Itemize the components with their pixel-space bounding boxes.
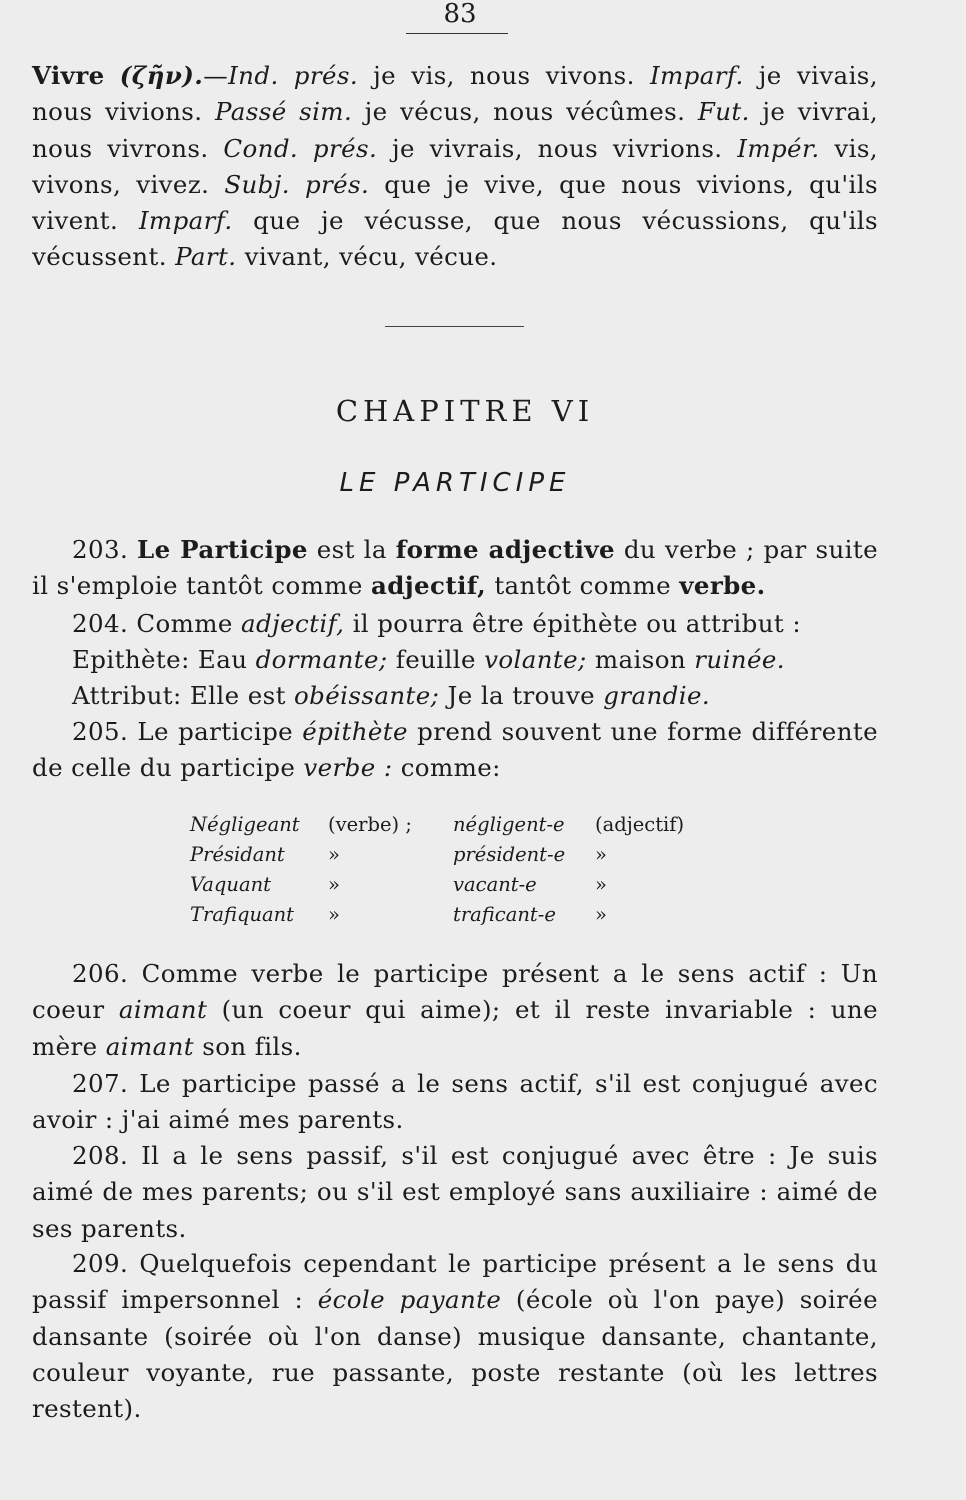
label-part: Part. (175, 242, 237, 272)
ditto-mark: » (595, 903, 607, 926)
vivre-text-6: vis, vivons, vivez. (32, 133, 878, 199)
text-run: du verbe ; par suite il s'emploie tantôt comme (32, 535, 879, 601)
example-word: volante; (484, 645, 587, 674)
vivre-conjugation (32, 58, 878, 276)
adjective-form: traficant-e (453, 903, 556, 926)
ditto-mark: » (328, 903, 340, 926)
label-pres-cond: prés. (312, 133, 378, 163)
verb-form: Négligeant (190, 813, 300, 836)
vivre-greek: (ζῆν). (119, 61, 204, 90)
paragraph-number: 209. (72, 1249, 140, 1278)
vivre-verb: Vivre (32, 61, 105, 90)
term-verbe: verbe. (679, 571, 766, 601)
ditto-mark: » (328, 843, 340, 866)
term-forme-adjective: forme adjective (395, 535, 616, 564)
vivre-text-8: que je vécusse, que nous vécussions, qu'ils vécussent. (32, 206, 878, 272)
label-pres-subj: prés. (304, 169, 370, 199)
paragraph-number: 204. (72, 609, 137, 638)
label-imparf: Imparf. (649, 61, 744, 90)
label-pres: prés. (293, 61, 359, 90)
label-imper: Impér. (737, 133, 820, 163)
text-run: prend souvent une forme différente de celle du participe (32, 717, 879, 783)
epithete-label: Epithète: (72, 645, 198, 674)
text-run: Le participe (137, 717, 303, 746)
page-number: 83 (443, 0, 477, 29)
vivre-dash: — (203, 61, 229, 90)
epithete-example (32, 642, 878, 678)
text-run: Quelquefois cependant le participe présent a le sens du passif impersonnel : (32, 1249, 878, 1315)
text-run: feuille (387, 645, 485, 674)
attribut-label: Attribut: (72, 681, 190, 710)
label-subj: Subj. (224, 169, 290, 199)
vivre-text-2: je vivais, nous vivions. (32, 61, 878, 127)
text-run: Je la trouve (439, 681, 604, 710)
paragraph-number: 203. (72, 535, 137, 564)
paragraph-204 (32, 606, 878, 642)
vivre-text-9: vivant, vécu, vécue. (236, 242, 498, 272)
example-word: aimant (105, 1031, 195, 1061)
paragraph-number: 205. (72, 717, 138, 746)
text-run: maison (586, 645, 695, 674)
attribut-example (32, 678, 878, 714)
chapter-title: CHAPITRE VI (335, 394, 595, 428)
vivre-text-4: je vivrai, nous vivrons. (32, 97, 879, 163)
term-adjectif: adjectif, (370, 571, 487, 601)
text-run: (école où l'on paye) soirée dansante (soirée où l'on danse) musique dansante, chantante, couleur voyante, rue passante, poste restante (où les lettres restent). (32, 1285, 878, 1424)
chapter-subtitle: LE PARTICIPE (339, 468, 571, 498)
example-word: ruinée. (694, 645, 785, 674)
paragraph-205 (32, 714, 878, 787)
text-run: (un coeur qui aime); et il reste invariable : une mère (32, 995, 878, 1061)
example-word: grandie. (603, 681, 711, 710)
example-word: aimant (118, 995, 208, 1025)
label-fut: Fut. (697, 97, 750, 127)
paragraph-208 (32, 1138, 878, 1247)
text-run: Le participe passé a le sens actif, s'il est conjugué avec avoir : j'ai aimé mes parents. (32, 1069, 878, 1135)
text-run: Eau (197, 645, 256, 674)
participle-example-table (190, 810, 684, 930)
paragraph-203 (32, 532, 878, 605)
adjective-form: président-e (453, 843, 566, 866)
text-run: tantôt comme (486, 571, 680, 601)
text-run: Il a le sens passif, s'il est conjugué avec être : Je suis aimé de mes parents; ou s'il est employé sans auxiliaire : aimé de ses parents. (32, 1141, 878, 1243)
verb-form: Vaquant (190, 873, 271, 896)
term-epithete: épithète (302, 717, 408, 746)
text-run: est la (307, 535, 396, 564)
paragraph-207 (32, 1066, 878, 1139)
table-row (190, 840, 684, 870)
adjective-note: (adjectif) (595, 813, 685, 836)
paragraph-number: 208. (72, 1141, 142, 1170)
term-verbe-italic: verbe : (303, 753, 393, 783)
section-separator (385, 326, 524, 327)
table-row (190, 810, 684, 840)
ditto-mark: » (595, 843, 607, 866)
paragraph-number: 206. (72, 959, 142, 988)
term-adjectif-italic: adjectif, (241, 609, 345, 638)
text-run: comme: (392, 753, 501, 783)
page-number-rule (406, 33, 508, 34)
paragraph-209 (32, 1246, 878, 1427)
paragraph-206 (32, 956, 878, 1065)
table-row (190, 900, 684, 930)
text-run: il pourra être épithète ou attribut : (344, 609, 801, 638)
vivre-text-1: je vis, nous vivons. (358, 61, 650, 90)
paragraph-number: 207. (72, 1069, 140, 1098)
text-run: Comme (136, 609, 241, 638)
term-participe: Le Participe (136, 535, 308, 564)
vivre-text-7: que je vive, que nous vivions, qu'ils vivent. (32, 169, 878, 236)
text-run: son fils. (194, 1031, 302, 1061)
text-run: Comme verbe le participe présent a le sens actif : Un coeur (32, 959, 878, 1025)
verb-form: Présidant (190, 843, 285, 866)
example-word: école payante (317, 1285, 502, 1315)
label-passe-simple: Passé sim. (214, 97, 353, 127)
verb-form: Trafiquant (190, 903, 295, 926)
adjective-form: vacant-e (453, 873, 537, 896)
verb-note: (verbe) ; (328, 813, 412, 836)
adjective-form: négligent-e (453, 813, 565, 836)
vivre-text-5: je vivrais, nous vivrions. (377, 133, 738, 163)
label-ind: Ind. (228, 61, 279, 90)
example-word: obéissante; (294, 681, 440, 710)
text-run: Elle est (189, 681, 295, 710)
table-row (190, 870, 684, 900)
vivre-text-3: je vécus, nous vécûmes. (352, 97, 698, 127)
ditto-mark: » (328, 873, 340, 896)
label-cond: Cond. (223, 133, 299, 163)
example-word: dormante; (255, 645, 388, 674)
label-imparf-subj: Imparf. (138, 206, 233, 236)
ditto-mark: » (595, 873, 607, 896)
